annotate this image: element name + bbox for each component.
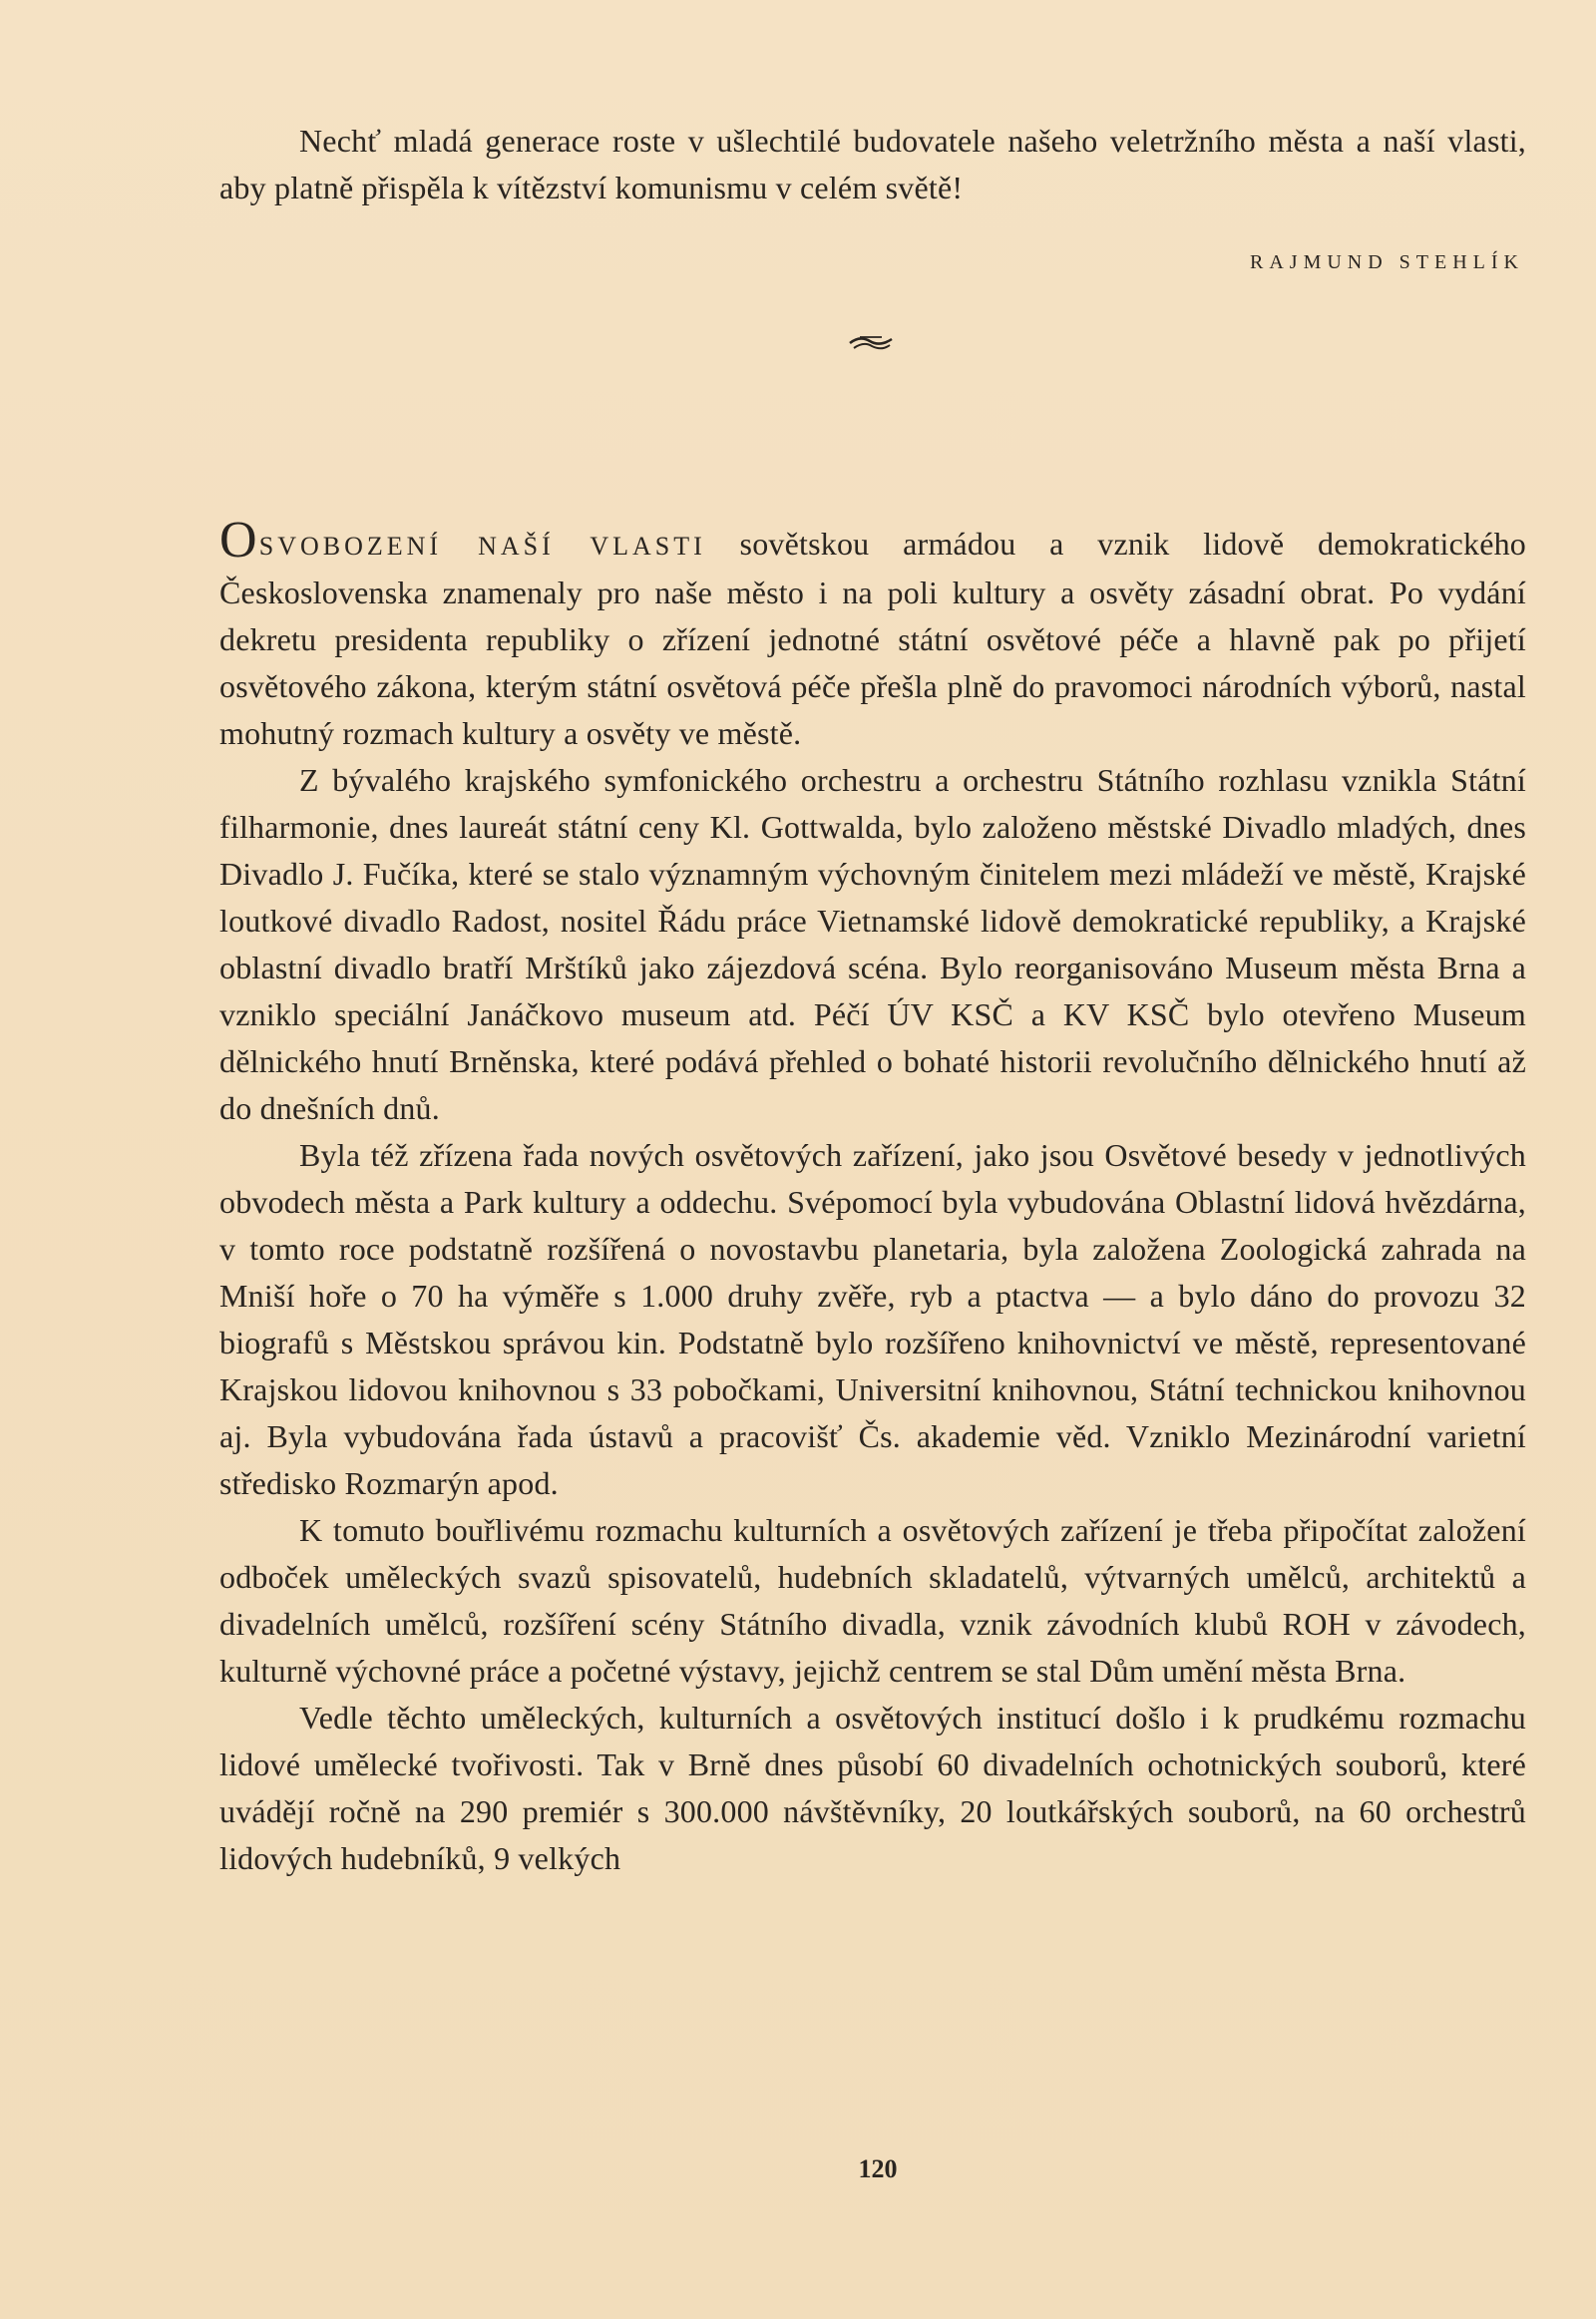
intro-quote bbox=[219, 118, 1526, 211]
ornament-icon bbox=[846, 329, 896, 357]
article-paragraph: Vedle těchto uměleckých, kulturních a osvětových institucí došlo i k prudkému rozmachu lidové umělecké tvořivosti. Tak v Brně dnes působí 60 divadelních ochotnických souborů, které uvádějí ročně na 290 premiér s 300.000 návštěvníky, 20 loutkářských souborů, na 60 orchestrů lidových hudebníků, 9 velkých bbox=[219, 1700, 1526, 1876]
page-number: 120 bbox=[858, 2154, 898, 2183]
intro-paragraph: Nechť mladá generace roste v ušlechtilé budovatele našeho veletržního města a naší vlasti, aby platně přispěla k vítězství komunismu v celém světě! bbox=[219, 123, 1526, 205]
article-paragraph: Byla též zřízena řada nových osvětových zařízení, jako jsou Osvětové besedy v jednotlivých obvodech města a Park kultury a oddechu. Svépomocí byla vybudována Oblastní lidová hvězdárna, v tomto roce podstatně rozšířená o novostavbu planetaria, byla založena Zoologická zahrada na Mniší hoře o 70 ha výměře s 1.000 druhy zvěře, ryb a ptactva — a bylo dáno do provozu 32 biografů s Městskou správou kin. Podstatně bylo rozšířeno knihovnictví ve městě, representované Krajskou lidovou knihovnou s 33 pobočkami, Universitní knihovnou, Státní technickou knihovnou aj. Byla vybudována řada ústavů a pracovišť Čs. akademie věd. Vzniklo Mezinárodní varietní středisko Rozmarýn apod. bbox=[219, 1137, 1526, 1501]
paragraph-text: sovětskou armádou a vznik lidově demokratického Československa znamenaly pro naše město i na poli kultury a osvěty zásadní obrat. Po vydání dekretu presidenta republiky o zřízení jednotné státní osvětové péče a hlavně pak po přijetí osvětového zákona, kterým státní osvětová péče přešla plně do pravomoci národních výborů, nastal mohutný rozmach kultury a osvěty ve městě. bbox=[219, 526, 1526, 751]
main-article bbox=[219, 512, 1526, 1882]
article-paragraph bbox=[219, 512, 1526, 757]
article-paragraph: Z bývalého krajského symfonického orchestru a orchestru Státního rozhlasu vznikla Státní filharmonie, dnes laureát státní ceny Kl. Gottwalda, bylo založeno městské Divadlo mladých, dnes Divadlo J. Fučíka, které se stalo významným výchovným činitelem mezi mládeží ve městě, Krajské loutkové divadlo Radost, nositel Řádu práce Vietnamské lidově demokratické republiky, a Krajské oblastní divadlo bratří Mrštíků jako zájezdová scéna. Bylo reorganisováno Museum města Brna a vzniklo speciální Janáčkovo museum atd. Péčí ÚV KSČ a KV KSČ bylo otevřeno Museum dělnického hnutí Brněnska, které podává přehled o bohaté historii revolučního dělnického hnutí až do dnešních dnů. bbox=[219, 762, 1526, 1126]
author-signature: RAJMUND STEHLÍK bbox=[1250, 251, 1524, 273]
article-paragraph: K tomuto bouřlivému rozmachu kulturních a osvětových zařízení je třeba připočítat založení odboček uměleckých svazů spisovatelů, hudebních skladatelů, výtvarných umělců, architektů a divadelních umělců, rozšíření scény Státního divadla, vznik závodních klubů ROH v závodech, kulturně výchovné práce a početné výstavy, jejichž centrem se stal Dům umění města Brna. bbox=[219, 1512, 1526, 1689]
drop-cap: O bbox=[219, 512, 257, 569]
lead-smallcaps: SVOBOZENÍ NAŠÍ VLASTI bbox=[258, 532, 706, 561]
